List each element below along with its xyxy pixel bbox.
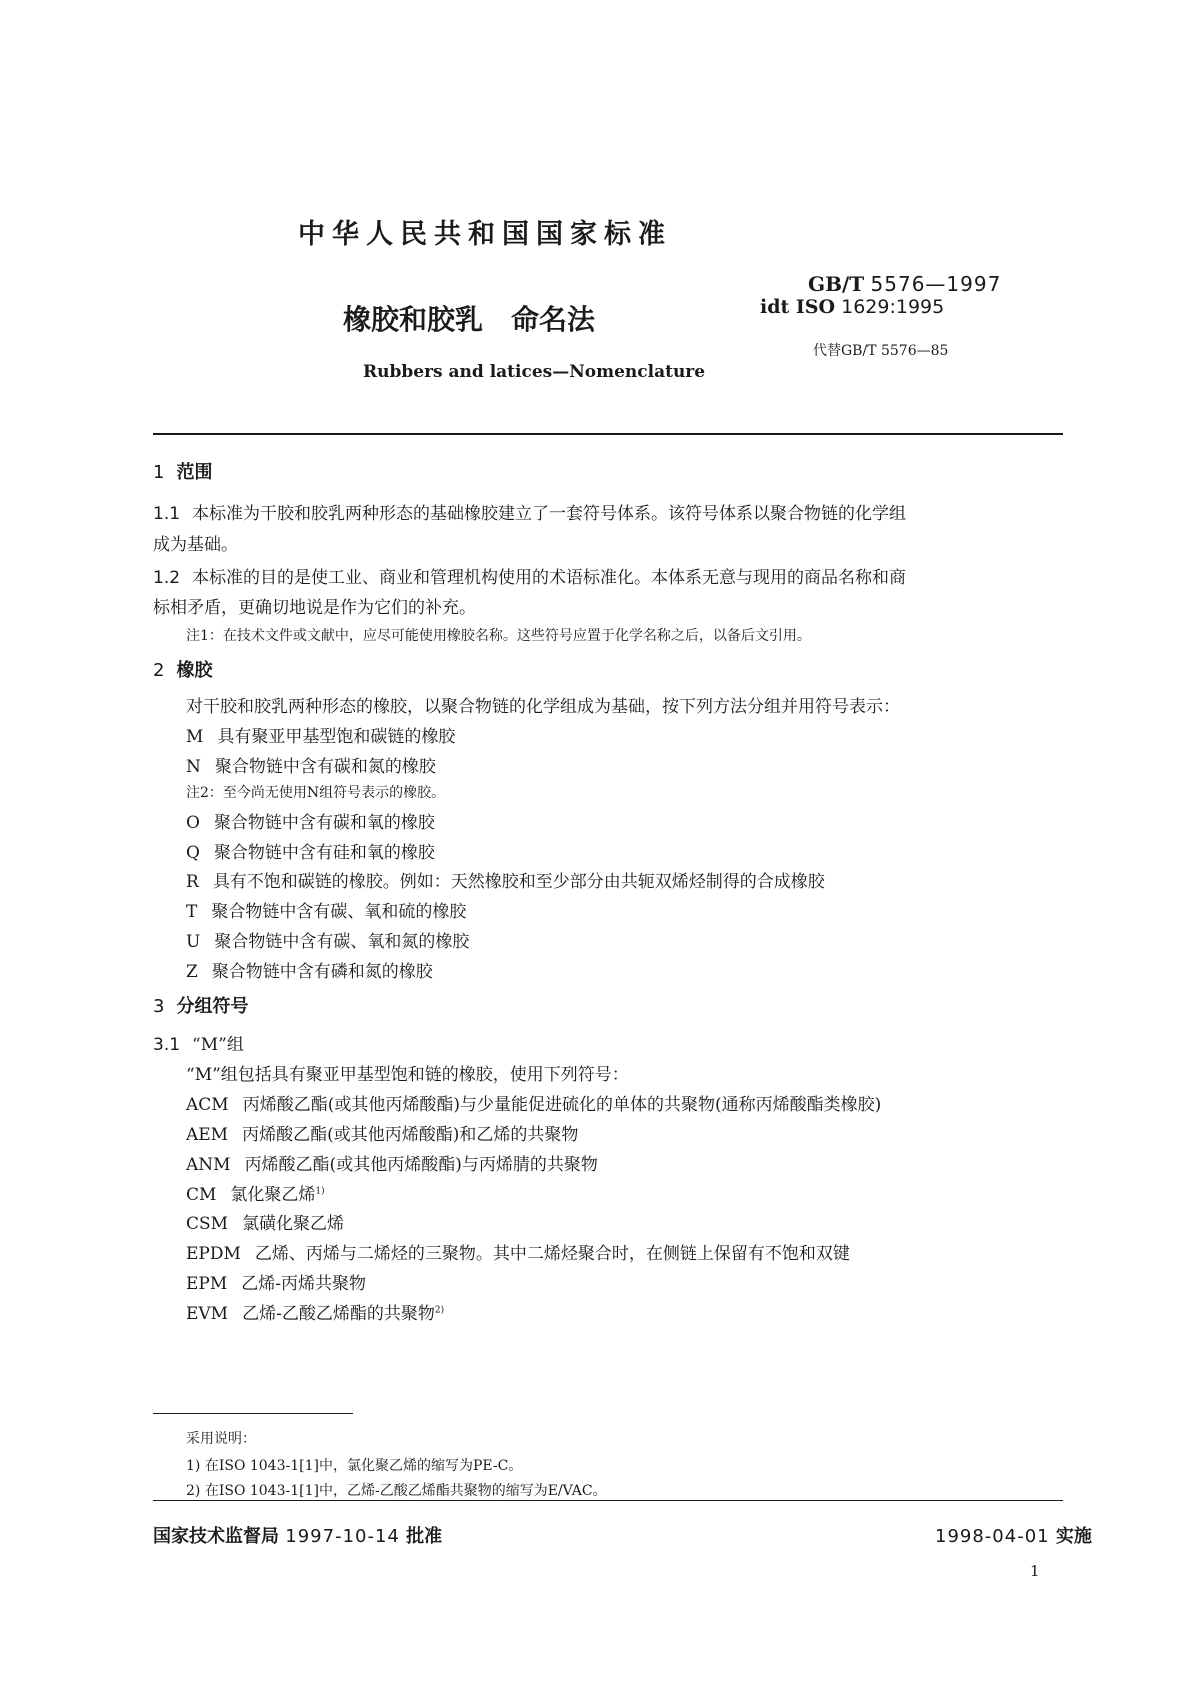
section-3-heading (153, 992, 248, 1018)
section-number: 3 (153, 996, 165, 1017)
symbol-code: EVM (186, 1304, 229, 1324)
group-description: 聚合物链中含有碳和氧的橡胶 (213, 813, 435, 833)
group-item-o (186, 808, 435, 833)
group-item-n (186, 752, 436, 777)
group-description: 聚合物链中含有碳、氧和氮的橡胶 (214, 932, 470, 952)
subsection-title: “M”组 (192, 1035, 244, 1055)
symbol-description: 乙烯-乙酸乙烯酯的共聚物 (242, 1304, 435, 1324)
identical-number: 1629:1995 (841, 296, 945, 318)
header-divider (153, 433, 1063, 435)
paragraph-text: 本标准的目的是使工业、商业和管理机构使用的术语标准化。本体系无意与现用的商品名称和商 (192, 568, 907, 588)
issuing-authority: 国家技术监督局 (153, 1526, 279, 1547)
group-item-u (186, 927, 469, 952)
paragraph-1-2-line-1 (153, 563, 906, 588)
paragraph-1-1-line-1 (153, 499, 906, 524)
section-2-heading (153, 656, 212, 682)
symbol-code: EPDM (186, 1244, 241, 1264)
symbol-description: 丙烯酸乙酯(或其他丙烯酸酯)和乙烯的共聚物 (242, 1125, 579, 1145)
section-2-intro: 对干胶和胶乳两种形态的橡胶，以聚合物链的化学组成为基础，按下列方法分组并用符号表示： (186, 697, 900, 717)
symbol-code: CSM (186, 1214, 229, 1234)
approval-line (153, 1522, 442, 1548)
footnote-heading: 采用说明： (186, 1431, 256, 1447)
clause-number: 3.1 (153, 1035, 181, 1055)
group-item-r (186, 867, 825, 892)
group-item-q (186, 838, 435, 863)
standard-number (808, 272, 1001, 296)
symbol-code: EPM (186, 1274, 228, 1294)
group-code: U (186, 932, 201, 952)
symbol-code: AEM (186, 1125, 229, 1145)
section-number: 2 (153, 660, 165, 681)
group-item-m (186, 722, 455, 747)
symbol-description: 乙烯、丙烯与二烯烃的三聚物。其中二烯烃聚合时，在侧链上保留有不饱和双键 (254, 1244, 850, 1264)
symbol-item-epdm (186, 1239, 850, 1264)
note-1: 注1：在技术文件或文献中，应尽可能使用橡胶名称。这些符号应置于化学名称之后，以备后文引用。 (186, 628, 811, 644)
section-title: 橡胶 (176, 660, 213, 681)
group-description: 聚合物链中含有碳和氮的橡胶 (214, 757, 436, 777)
page-number: 1 (1030, 1562, 1040, 1580)
note-2: 注2：至今尚无使用N组符号表示的橡胶。 (186, 785, 446, 801)
group-description: 聚合物链中含有磷和氮的橡胶 (211, 962, 433, 982)
group-item-t (186, 897, 466, 922)
symbol-item-aem (186, 1120, 578, 1145)
paragraph-text: 本标准为干胶和胶乳两种形态的基础橡胶建立了一套符号体系。该符号体系以聚合物链的化学组 (192, 504, 907, 524)
section-1-heading (153, 458, 212, 484)
group-code: Q (186, 843, 200, 863)
effective-line (935, 1522, 1092, 1548)
group-code: Z (186, 962, 198, 982)
symbol-item-acm (186, 1090, 881, 1115)
footer-divider (153, 1500, 1063, 1501)
symbol-description: 氯磺化聚乙烯 (242, 1214, 345, 1234)
identical-standard (760, 296, 944, 318)
effective-label: 实施 (1055, 1526, 1092, 1547)
symbol-item-csm (186, 1209, 344, 1234)
document-title-cn: 橡胶和胶乳 命名法 (343, 303, 596, 336)
clause-number: 1.1 (153, 504, 181, 524)
group-code: N (186, 757, 201, 777)
paragraph-1-2-line-2: 标相矛盾，更确切地说是作为它们的补充。 (153, 598, 476, 618)
symbol-description: 丙烯酸乙酯(或其他丙烯酸酯)与少量能促进硫化的单体的共聚物(通称丙烯酸酯类橡胶) (242, 1095, 882, 1115)
group-code: O (186, 813, 200, 833)
identical-label: idt ISO (760, 296, 836, 318)
symbol-description: 乙烯-丙烯共聚物 (241, 1274, 367, 1294)
symbol-code: ACM (186, 1095, 229, 1115)
clause-number: 1.2 (153, 568, 181, 588)
group-code: M (186, 727, 204, 747)
approval-date: 1997-10-14 (285, 1526, 400, 1547)
symbol-item-cm (186, 1180, 325, 1205)
group-description: 聚合物链中含有碳、氧和硫的橡胶 (211, 902, 467, 922)
symbol-description: 氯化聚乙烯 (230, 1185, 316, 1205)
group-code: T (186, 902, 198, 922)
section-title: 范围 (176, 462, 213, 483)
footnote-divider (153, 1413, 353, 1414)
national-standard-title: 中华人民共和国国家标准 (298, 219, 672, 250)
section-number: 1 (153, 462, 165, 483)
group-item-z (186, 957, 433, 982)
group-description: 具有不饱和碳链的橡胶。例如：天然橡胶和至少部分由共轭双烯烃制得的合成橡胶 (212, 872, 825, 892)
section-title: 分组符号 (176, 996, 249, 1017)
subsection-3-1-heading (153, 1030, 244, 1055)
standard-year-number: 5576—1997 (870, 272, 1002, 296)
footnote-marker: 1) (315, 1186, 325, 1197)
symbol-code: CM (186, 1185, 217, 1205)
group-description: 聚合物链中含有硅和氧的橡胶 (213, 843, 435, 863)
section-3-1-intro: “M”组包括具有聚亚甲基型饱和链的橡胶，使用下列符号： (186, 1065, 629, 1085)
approval-label: 批准 (406, 1526, 443, 1547)
group-description: 具有聚亚甲基型饱和碳链的橡胶 (217, 727, 456, 747)
group-code: R (186, 872, 199, 892)
symbol-item-epm (186, 1269, 366, 1294)
footnote-1: 1) 在ISO 1043-1[1]中，氯化聚乙烯的缩写为PE-C。 (186, 1458, 523, 1474)
standard-prefix: GB/T (808, 272, 865, 296)
symbol-description: 丙烯酸乙酯(或其他丙烯酸酯)与丙烯腈的共聚物 (244, 1155, 598, 1175)
document-title-en: Rubbers and latices—Nomenclature (363, 362, 706, 382)
effective-date: 1998-04-01 (935, 1526, 1050, 1547)
symbol-item-evm (186, 1299, 444, 1324)
footnote-marker: 2) (434, 1305, 445, 1316)
symbol-item-anm (186, 1150, 598, 1175)
footnote-2: 2) 在ISO 1043-1[1]中，乙烯-乙酸乙烯酯共聚物的缩写为E/VAC。 (186, 1483, 607, 1499)
paragraph-1-1-line-2: 成为基础。 (153, 535, 238, 555)
symbol-code: ANM (186, 1155, 231, 1175)
replaces-standard: 代替GB/T 5576—85 (813, 343, 949, 359)
